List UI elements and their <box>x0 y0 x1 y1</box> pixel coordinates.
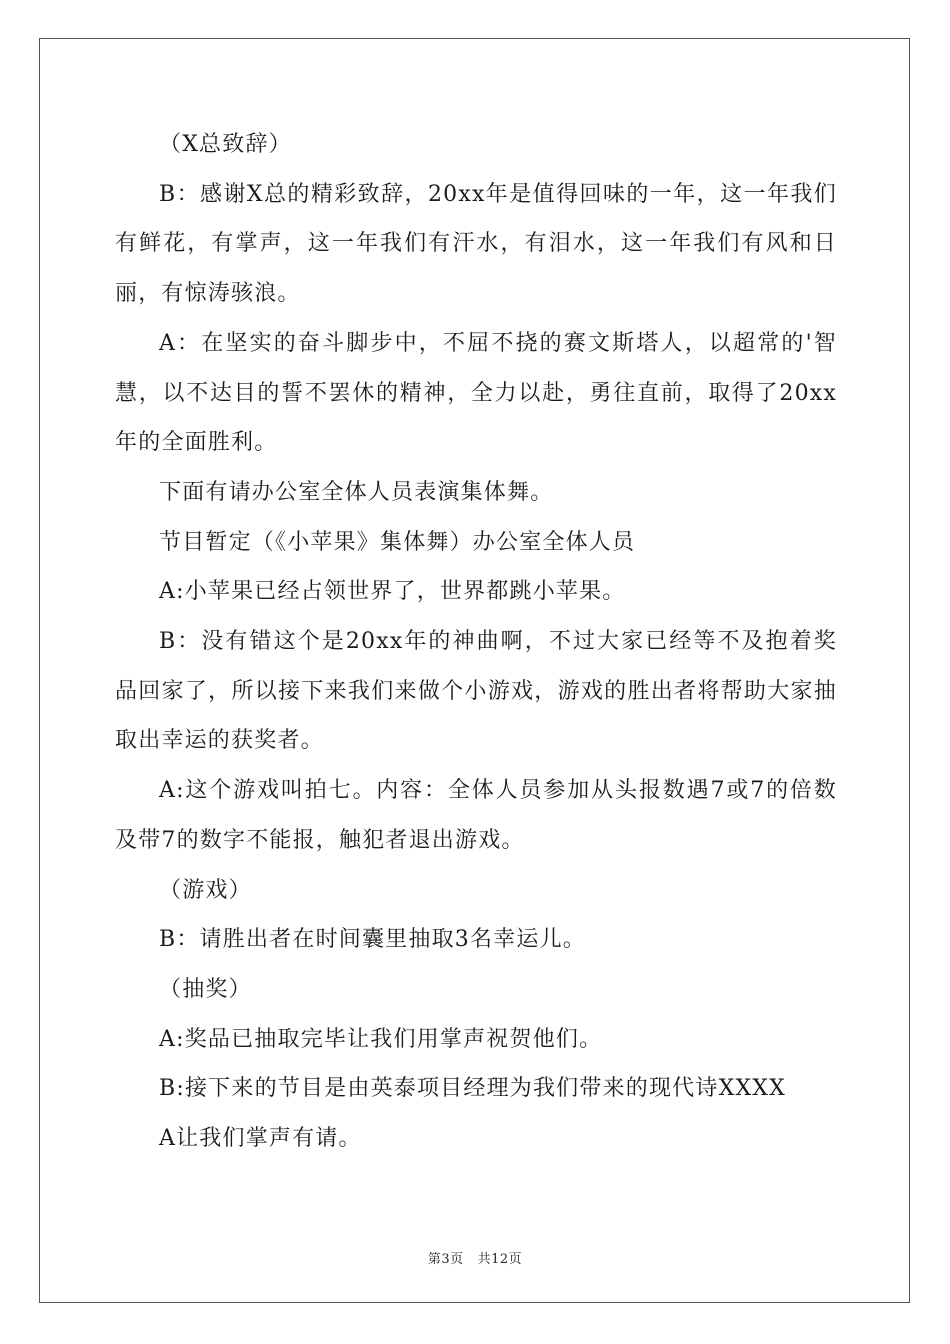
paragraph: A让我们掌声有请。 <box>159 1126 362 1152</box>
paragraph: （抽奖） <box>159 976 252 1002</box>
paragraph: A:这个游戏叫拍七。内容：全体人员参加从头报数遇7或7的倍数及带7的数字不能报，触犯者退出游戏。 <box>115 778 837 853</box>
paragraph: A:小苹果已经占领世界了，世界都跳小苹果。 <box>159 579 626 605</box>
page-total: 共12页 <box>477 1252 523 1267</box>
paragraph: B:接下来的节目是由英泰项目经理为我们带来的现代诗XXXX <box>159 1076 787 1102</box>
paragraph: 下面有请办公室全体人员表演集体舞。 <box>159 479 554 505</box>
page-number: 第3页 <box>427 1252 464 1267</box>
paragraph: B：感谢X总的精彩致辞，20xx年是值得回味的一年，这一年我们有鲜花，有掌声，这一年我们有汗水，有泪水，这一年我们有风和日丽，有惊涛骇浪。 <box>115 181 837 307</box>
paragraph: 节目暂定（《小苹果》集体舞）办公室全体人员 <box>159 529 636 555</box>
paragraph: B：没有错这个是20xx年的神曲啊，不过大家已经等不及抱着奖品回家了，所以接下来我们来做个小游戏，游戏的胜出者将帮助大家抽取出幸运的获奖者。 <box>115 629 837 754</box>
paragraph: （X总致辞） <box>159 132 292 157</box>
paragraph: B：请胜出者在时间囊里抽取3名幸运儿。 <box>159 927 586 953</box>
page-footer <box>0 1248 950 1267</box>
paragraph: （游戏） <box>159 877 252 903</box>
paragraph: A：在坚实的奋斗脚步中，不屈不挠的赛文斯塔人，以超常的'智慧，以不达目的誓不罢休的精神，全力以赴，勇往直前，取得了20xx年的全面胜利。 <box>115 330 837 456</box>
document-body <box>115 120 837 1164</box>
paragraph: A:奖品已抽取完毕让我们用掌声祝贺他们。 <box>159 1026 603 1052</box>
